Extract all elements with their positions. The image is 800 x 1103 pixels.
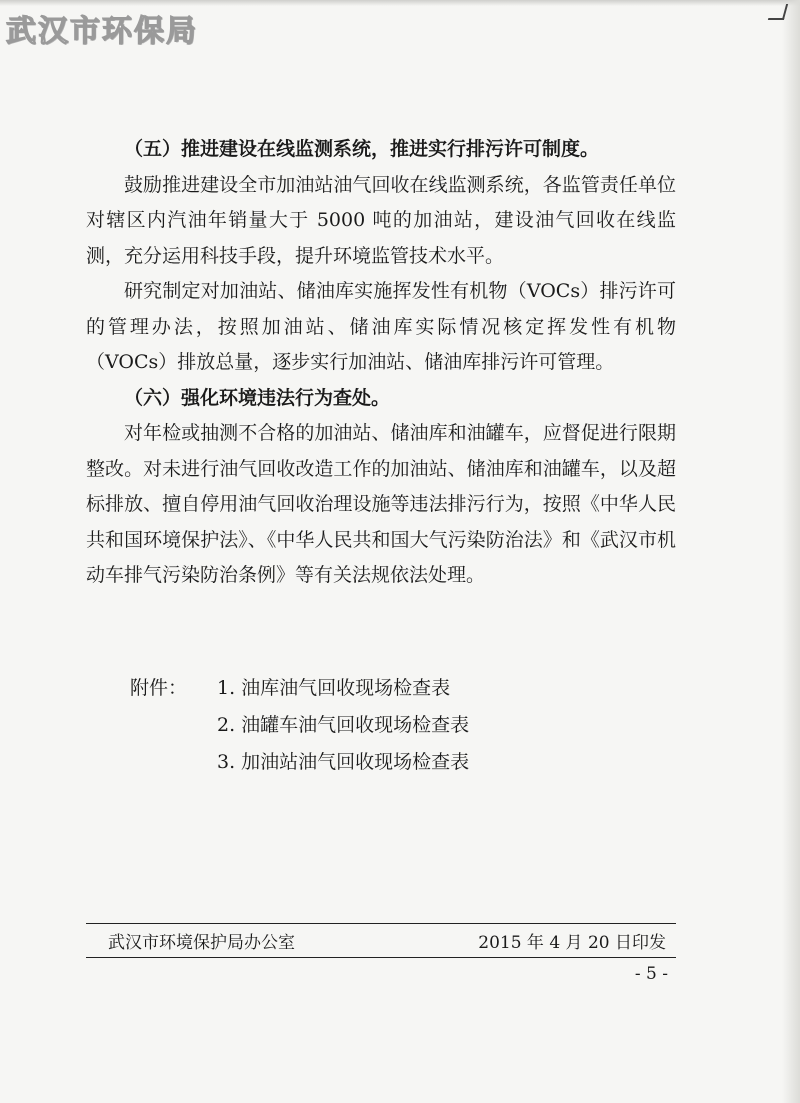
attachment-item — [130, 744, 469, 781]
attachment-item-3: 3. 加油站油气回收现场检查表 — [217, 751, 470, 773]
attachment-item — [130, 670, 469, 707]
print-date: 2015 年 4 月 20 日印发 — [478, 933, 666, 953]
document-body — [86, 132, 676, 594]
section-5-paragraph-2: 研究制定对加油站、储油库实施挥发性有机物（VOCs）排污许可的管理办法，按照加油站、储油库实际情况核定挥发性有机物（VOCs）排放总量，逐步实行加油站、储油库排污许可管理。 — [86, 280, 676, 373]
issuing-office: 武汉市环境保护局办公室 — [108, 933, 295, 953]
footer-rule-top — [86, 923, 676, 924]
attachments-list — [130, 670, 469, 781]
section-5-paragraph-1: 鼓励推进建设全市加油站油气回收在线监测系统，各监管责任单位对辖区内汽油年销量大于 5000 吨的加油站，建设油气回收在线监测，充分运用科技手段，提升环境监管技术水平。 — [86, 173, 676, 267]
footer-rule-bottom — [86, 957, 676, 958]
section-heading-5: （五）推进建设在线监测系统，推进实行排污许可制度。 — [124, 138, 600, 160]
section-heading-6: （六）强化环境违法行为查处。 — [124, 386, 391, 409]
attachment-item-1: 1. 油库油气回收现场检查表 — [217, 677, 451, 699]
watermark: 武汉市环保局 — [6, 14, 198, 49]
attachment-item — [130, 707, 469, 744]
page-number: - 5 - — [634, 964, 668, 984]
section-6-paragraph-1: 对年检或抽测不合格的加油站、储油库和油罐车，应督促进行限期整改。对未进行油气回收改造工作的加油站、储油库和油罐车，以及超标排放、擅自停用油气回收治理设施等违法排污行为，按照《中华人民共和国环境保护法》、《中华人民共和国大气污染防治法》和《武汉市机动车排气污染防治条例》等有关法规依法处理。 — [86, 422, 676, 586]
attachment-item-2: 2. 油罐车油气回收现场检查表 — [217, 714, 470, 736]
scan-edge-right — [782, 0, 800, 1103]
attachments-label: 附件： — [130, 677, 188, 699]
